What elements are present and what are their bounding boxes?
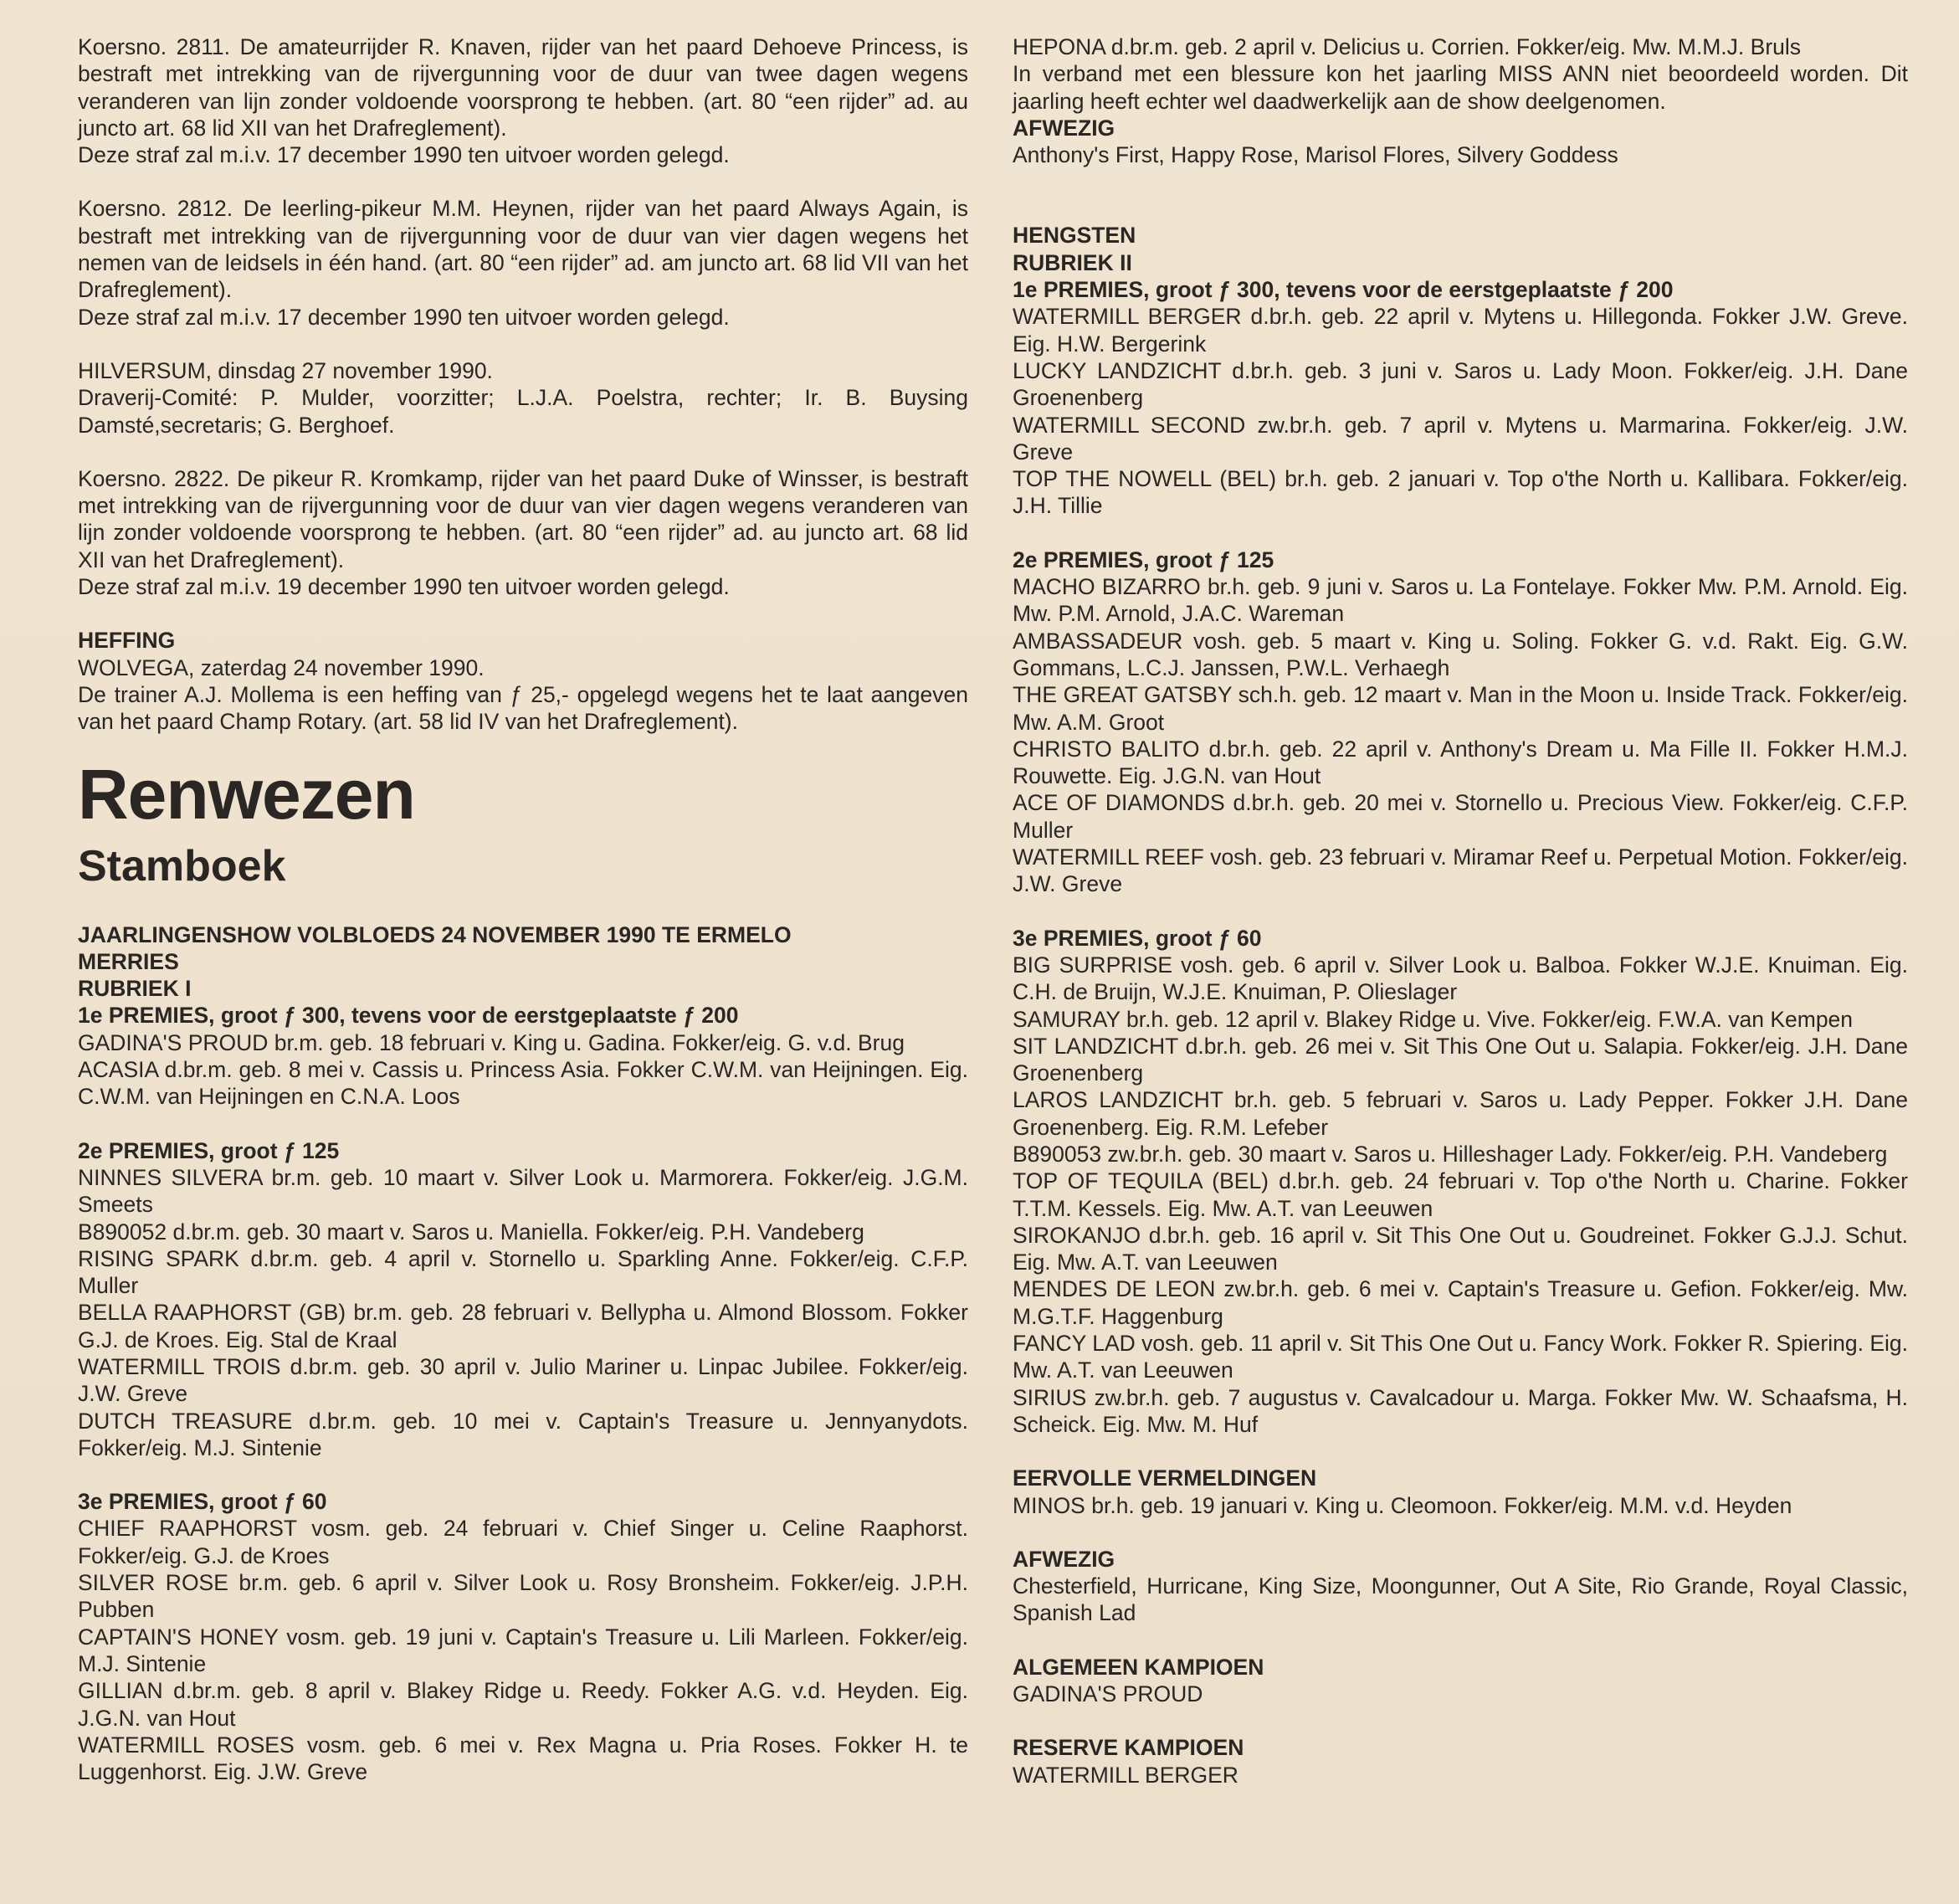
algemeen-kampioen-name: GADINA'S PROUD: [1013, 1681, 1203, 1707]
right-column: [1013, 33, 1908, 1789]
list-item: B890052 d.br.m. geb. 30 maart v. Saros u. Maniella. Fokker/eig. P.H. Vandeberg: [78, 1219, 864, 1245]
list-item: SIROKANJO d.br.h. geb. 16 april v. Sit This One Out u. Goudreinet. Fokker G.J.J. Schut. Eig. Mw. A.T. van Leeuwen: [1013, 1222, 1908, 1275]
list-item: WATERMILL SECOND zw.br.h. geb. 7 april v. Mytens u. Marmarina. Fokker/eig. J.W. Greve: [1013, 412, 1908, 464]
hilversum-dateline: HILVERSUM, dinsdag 27 november 1990.: [78, 357, 493, 383]
list-item: B890053 zw.br.h. geb. 30 maart v. Saros u. Hilleshager Lady. Fokker/eig. P.H. Vandeberg: [1013, 1141, 1888, 1167]
list-item: MACHO BIZARRO br.h. geb. 9 juni v. Saros u. La Fontelaye. Fokker Mw. P.M. Arnold. Eig. Mw. P.M. Arnold, J.A.C. Wareman: [1013, 574, 1908, 627]
list-item: FANCY LAD vosh. geb. 11 april v. Sit This One Out u. Fancy Work. Fokker R. Spiering. Eig. Mw. A.T. van Leeuwen: [1013, 1331, 1908, 1383]
wolvega-dateline: WOLVEGA, zaterdag 24 november 1990.: [78, 654, 485, 680]
rubriek-2-heading: RUBRIEK II: [1013, 249, 1132, 275]
left-column: [78, 33, 968, 1785]
list-item: MENDES DE LEON zw.br.h. geb. 6 mei v. Captain's Treasure u. Gefion. Fokker/eig. Mw. M.G.T.F. Haggenburg: [1013, 1276, 1908, 1329]
list-item: WATERMILL REEF vosh. geb. 23 februari v. Miramar Reef u. Perpetual Motion. Fokker/eig. J.W. Greve: [1013, 844, 1908, 897]
ruling-2812: Koersno. 2812. De leerling-pikeur M.M. Heynen, rijder van het paard Always Again, is bestraft met intrekking van de rijvergunning voor de duur van vier dagen wegens het nemen van de leidsels in één hand. (art. 80 “een rijder” ad. am juncto art. 68 lid VII van het Drafreglement).: [78, 196, 968, 303]
afwezig-list: Chesterfield, Hurricane, King Size, Moongunner, Out A Site, Rio Grande, Royal Classic, Spanish Lad: [1013, 1573, 1908, 1626]
algemeen-kampioen-heading: ALGEMEEN KAMPIOEN: [1013, 1654, 1264, 1680]
miss-ann-note: In verband met een blessure kon het jaarling MISS ANN niet beoordeeld worden. Dit jaarling heeft echter wel daadwerkelijk aan de show deelgenomen.: [1013, 61, 1908, 114]
list-item: NINNES SILVERA br.m. geb. 10 maart v. Silver Look u. Marmorera. Fokker/eig. J.G.M. Smeets: [78, 1164, 968, 1218]
list-item: CAPTAIN'S HONEY vosm. geb. 19 juni v. Captain's Treasure u. Lili Marleen. Fokker/eig. M.J. Sintenie: [78, 1624, 968, 1676]
list-item: SIT LANDZICHT d.br.h. geb. 26 mei v. Sit This One Out u. Salapia. Fokker/eig. J.H. Dane Groenenberg: [1013, 1033, 1908, 1086]
list-item: TOP OF TEQUILA (BEL) d.br.h. geb. 24 februari v. Top o'the North u. Charine. Fokker T.T.M. Kessels. Eig. Mw. A.T. van Leeuwen: [1013, 1168, 1908, 1221]
list-item: SILVER ROSE br.m. geb. 6 april v. Silver Look u. Rosy Bronsheim. Fokker/eig. J.P.H. Pubben: [78, 1570, 968, 1623]
premies-2-heading: 2e PREMIES, groot ƒ 125: [1013, 547, 1274, 572]
list-item: ACE OF DIAMONDS d.br.h. geb. 20 mei v. Stornello u. Precious View. Fokker/eig. C.F.P. Muller: [1013, 790, 1908, 843]
list-item: GADINA'S PROUD br.m. geb. 18 februari v. King u. Gadina. Fokker/eig. G. v.d. Brug: [78, 1029, 905, 1055]
eervolle-heading: EERVOLLE VERMELDINGEN: [1013, 1465, 1317, 1491]
rubriek-1-heading: RUBRIEK I: [78, 976, 192, 1002]
list-item: MINOS br.h. geb. 19 januari v. King u. Cleomoon. Fokker/eig. M.M. v.d. Heyden: [1013, 1492, 1792, 1518]
premies-3-heading: 3e PREMIES, groot ƒ 60: [1013, 925, 1262, 951]
list-item: THE GREAT GATSBY sch.h. geb. 12 maart v. Man in the Moon u. Inside Track. Fokker/eig. Mw. A.M. Groot: [1013, 682, 1908, 735]
premies-3-heading: 3e PREMIES, groot ƒ 60: [78, 1489, 327, 1515]
list-item: HEPONA d.br.m. geb. 2 april v. Delicius u. Corrien. Fokker/eig. Mw. M.M.J. Bruls: [1013, 34, 1802, 59]
list-item: TOP THE NOWELL (BEL) br.h. geb. 2 januari v. Top o'the North u. Kallibara. Fokker/eig. J.H. Tillie: [1013, 466, 1908, 519]
list-item: DUTCH TREASURE d.br.m. geb. 10 mei v. Captain's Treasure u. Jennyanydots. Fokker/eig. M.J. Sintenie: [78, 1408, 968, 1460]
ruling-2811: Koersno. 2811. De amateurrijder R. Knaven, rijder van het paard Dehoeve Princess, is bestraft met intrekking van de rijvergunning voor de duur van twee dagen wegens veranderen van lijn zonder voldoende voorsprong te hebben. (art. 80 “een rijder” ad. au juncto art. 68 lid XII van het Drafreglement).: [78, 34, 968, 141]
list-item: WATERMILL ROSES vosm. geb. 6 mei v. Rex Magna u. Pria Roses. Fokker H. te Luggenhorst. Eig. J.W. Greve: [78, 1732, 968, 1785]
list-item: LUCKY LANDZICHT d.br.h. geb. 3 juni v. Saros u. Lady Moon. Fokker/eig. J.H. Dane Groenenberg: [1013, 357, 1908, 411]
premies-1-heading: 1e PREMIES, groot ƒ 300, tevens voor de eerstgeplaatste ƒ 200: [78, 1003, 739, 1029]
ruling-2812-date: Deze straf zal m.i.v. 17 december 1990 ten uitvoer worden gelegd.: [78, 304, 730, 330]
reserve-kampioen-heading: RESERVE KAMPIOEN: [1013, 1735, 1244, 1761]
list-item: AMBASSADEUR vosh. geb. 5 maart v. King u. Soling. Fokker G. v.d. Rakt. Eig. G.W. Gommans, L.C.J. Janssen, P.W.L. Verhaegh: [1013, 628, 1908, 680]
merries-heading: MERRIES: [78, 948, 179, 974]
afwezig-heading: AFWEZIG: [1013, 115, 1115, 141]
heffing-text: De trainer A.J. Mollema is een heffing van ƒ 25,- opgelegd wegens het te laat aangeven van het paard Champ Rotary. (art. 58 lid IV van het Drafreglement).: [78, 681, 968, 735]
section-subtitle-stamboek: Stamboek: [78, 841, 286, 890]
ruling-2811-date: Deze straf zal m.i.v. 17 december 1990 ten uitvoer worden gelegd.: [78, 142, 730, 168]
show-title: JAARLINGENSHOW VOLBLOEDS 24 NOVEMBER 1990 TE ERMELO: [78, 921, 792, 947]
list-item: GILLIAN d.br.m. geb. 8 april v. Blakey Ridge u. Reedy. Fokker A.G. v.d. Heyden. Eig. J.G.N. van Hout: [78, 1678, 968, 1731]
list-item: SAMURAY br.h. geb. 12 april v. Blakey Ridge u. Vive. Fokker/eig. F.W.A. van Kempen: [1013, 1006, 1854, 1032]
list-item: LAROS LANDZICHT br.h. geb. 5 februari v. Saros u. Lady Pepper. Fokker J.H. Dane Groenenberg. Eig. R.M. Lefeber: [1013, 1087, 1908, 1140]
ruling-2822-date: Deze straf zal m.i.v. 19 december 1990 ten uitvoer worden gelegd.: [78, 574, 730, 600]
list-item: SIRIUS zw.br.h. geb. 7 augustus v. Cavalcadour u. Marga. Fokker Mw. W. Schaafsma, H. Scheick. Eig. Mw. M. Huf: [1013, 1384, 1908, 1437]
premies-2-heading: 2e PREMIES, groot ƒ 125: [78, 1137, 340, 1163]
list-item: CHRISTO BALITO d.br.h. geb. 22 april v. Anthony's Dream u. Ma Fille II. Fokker H.M.J. Rouwette. Eig. J.G.N. van Hout: [1013, 736, 1908, 789]
list-item: RISING SPARK d.br.m. geb. 4 april v. Stornello u. Sparkling Anne. Fokker/eig. C.F.P. Muller: [78, 1245, 968, 1299]
list-item: CHIEF RAAPHORST vosm. geb. 24 februari v. Chief Singer u. Celine Raaphorst. Fokker/eig. G.J. de Kroes: [78, 1516, 968, 1568]
reserve-kampioen-name: WATERMILL BERGER: [1013, 1762, 1238, 1788]
list-item: BELLA RAAPHORST (GB) br.m. geb. 28 februari v. Bellypha u. Almond Blossom. Fokker G.J. de Kroes. Eig. Stal de Kraal: [78, 1300, 968, 1352]
list-item: WATERMILL BERGER d.br.h. geb. 22 april v. Mytens u. Hillegonda. Fokker J.W. Greve. Eig. H.W. Bergerink: [1013, 304, 1908, 357]
heffing-heading: HEFFING: [78, 628, 176, 654]
ruling-2822: Koersno. 2822. De pikeur R. Kromkamp, rijder van het paard Duke of Winsser, is bestraft met intrekking van de rijvergunning voor de duur van vier dagen wegens veranderen van lijn zonder voldoende voorsprong te hebben. (art. 80 “een rijder” ad. au juncto art. 68 lid XII van het Drafreglement).: [78, 465, 968, 572]
afwezig-heading: AFWEZIG: [1013, 1546, 1115, 1572]
afwezig-list: Anthony's First, Happy Rose, Marisol Flores, Silvery Goddess: [1013, 142, 1618, 168]
list-item: ACASIA d.br.m. geb. 8 mei v. Cassis u. Princess Asia. Fokker C.W.M. van Heijningen. Eig. C.W.M. van Heijningen en C.N.A. Loos: [78, 1057, 968, 1110]
list-item: BIG SURPRISE vosh. geb. 6 april v. Silver Look u. Balboa. Fokker W.J.E. Knuiman. Eig. C.H. de Bruijn, W.J.E. Knuiman, P. Olieslager: [1013, 952, 1908, 1005]
hengsten-heading: HENGSTEN: [1013, 223, 1136, 249]
draverij-comite: Draverij-Comité: P. Mulder, voorzitter; L.J.A. Poelstra, rechter; Ir. B. Buysing Damsté,secretaris; G. Berghoef.: [78, 385, 968, 438]
section-title-renwezen: Renwezen: [78, 754, 415, 834]
list-item: WATERMILL TROIS d.br.m. geb. 30 april v. Julio Mariner u. Linpac Jubilee. Fokker/eig. J.W. Greve: [78, 1353, 968, 1407]
premies-1-heading: 1e PREMIES, groot ƒ 300, tevens voor de eerstgeplaatste ƒ 200: [1013, 277, 1674, 303]
